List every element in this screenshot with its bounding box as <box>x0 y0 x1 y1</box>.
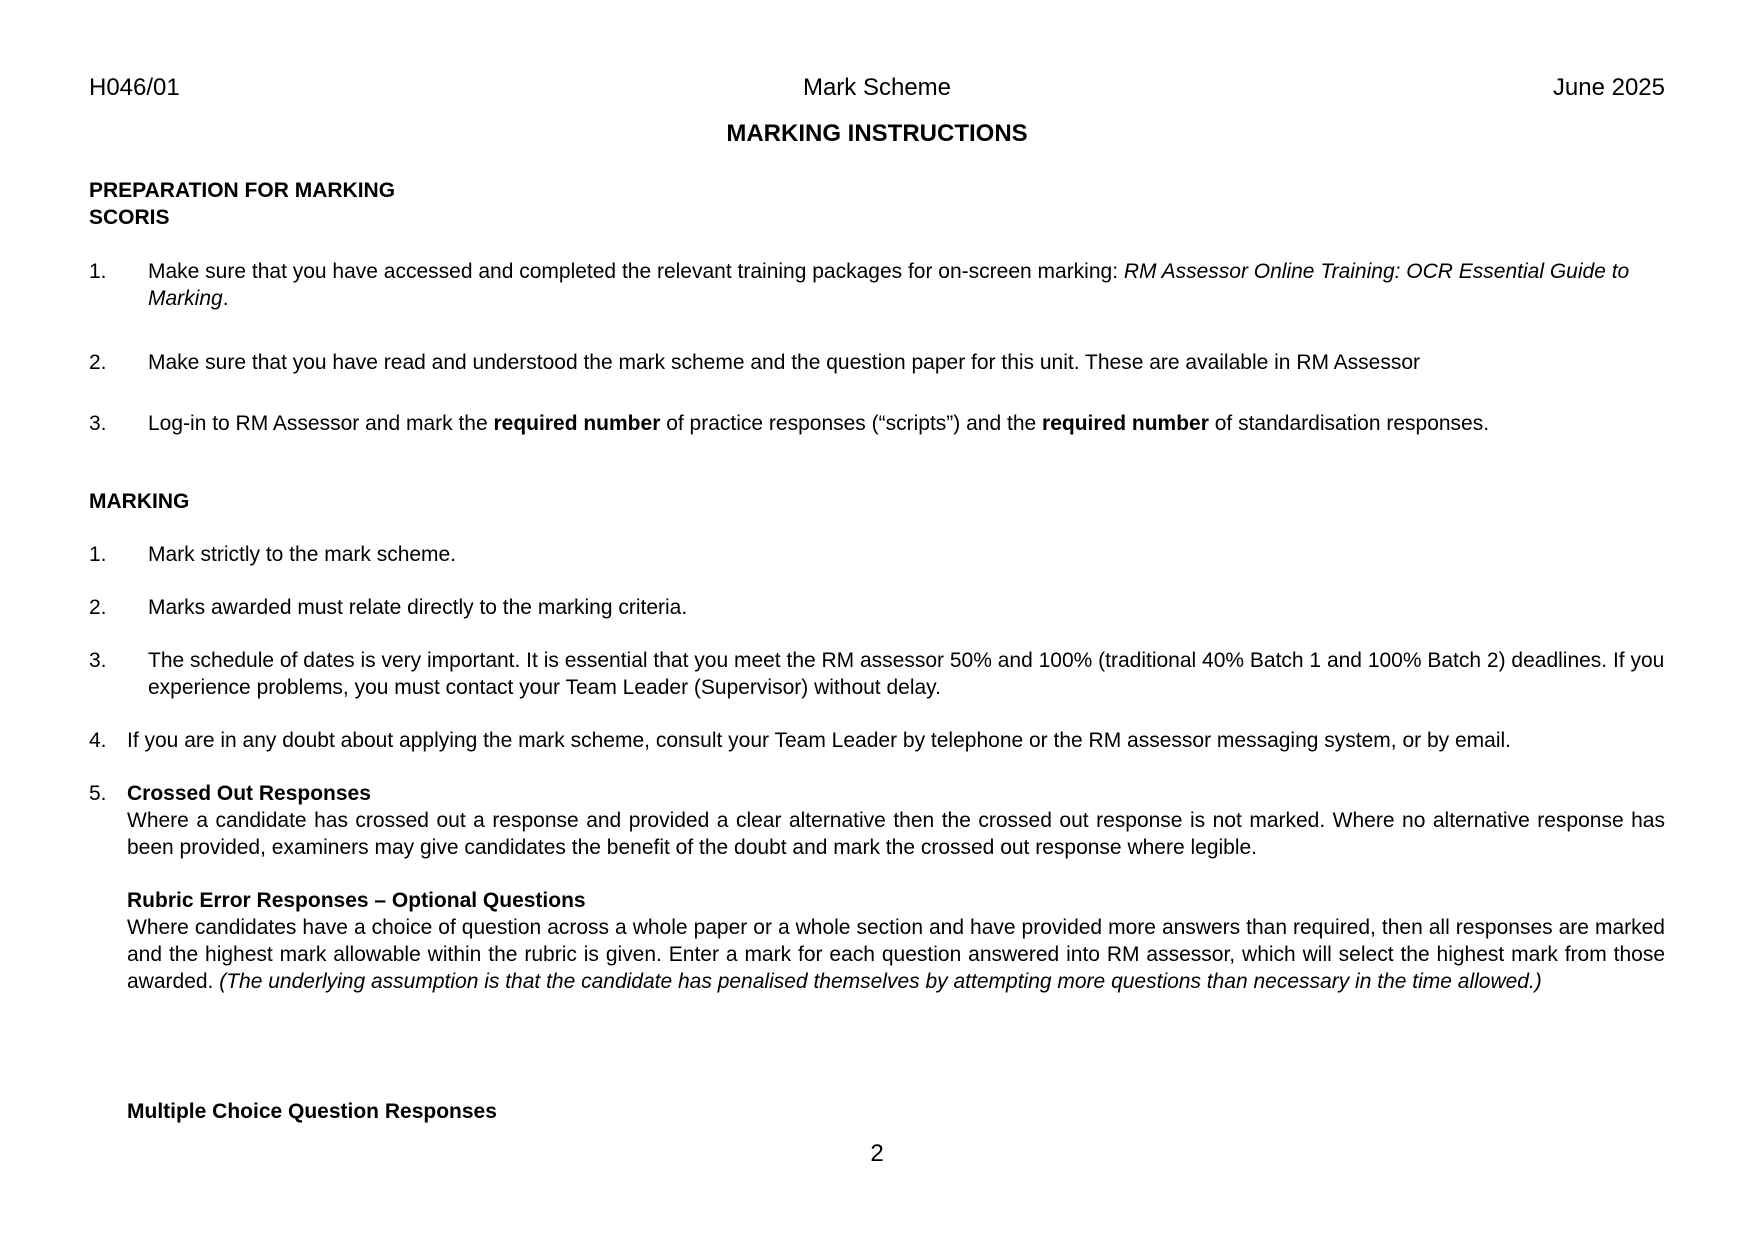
header-date: June 2025 <box>1552 74 1665 101</box>
prep-item-number: 2. <box>89 351 107 374</box>
rubric-text: Where candidates have a choice of question across a whole paper or a whole section and have provided more answers than required, then all responses are marked and the highest mark allowable within the rubric is given. Enter a mark for each question answered into RM assessor, which will select the highest mark from those awarded. (The underlying assumption is that the candidate has penalised themselves by attempting more questions than necessary in the time allowed.) <box>127 916 1665 993</box>
crossed-out-heading: Crossed Out Responses <box>127 782 371 805</box>
marking-item-number: 3. <box>89 649 107 672</box>
prep-item-text: Make sure that you have read and understood the mark scheme and the question paper for this unit. These are available in RM Assessor <box>148 351 1421 374</box>
marking-item-text: The schedule of dates is very important. It is essential that you meet the RM assessor 50% and 100% (traditional 40% Batch 1 and 100% Batch 2) deadlines. If you experience problems, you must contact your Team Leader (Supervisor) without delay. <box>148 649 1665 699</box>
crossed-out-text: Where a candidate has crossed out a response and provided a clear alternative then the crossed out response is not marked. Where no alternative response has been provided, examiners may give candidates the benefit of the doubt and mark the crossed out response where legible. <box>127 809 1665 859</box>
mcq-heading: Multiple Choice Question Responses <box>127 1100 497 1123</box>
prep-item-text: Log-in to RM Assessor and mark the required number of practice responses (“scripts”) and the required number of standardisation responses. <box>148 412 1490 435</box>
marking-item-number: 1. <box>89 543 107 566</box>
prep-item-number: 3. <box>89 412 107 435</box>
marking-item-number: 2. <box>89 596 107 619</box>
page-title: MARKING INSTRUCTIONS <box>726 120 1028 147</box>
scoris-heading: SCORIS <box>89 206 170 229</box>
prep-item-text: Make sure that you have accessed and completed the relevant training packages for on-screen marking: RM Assessor Online Training: OCR Essential Guide to Marking. <box>148 260 1630 310</box>
page-header <box>89 74 1665 104</box>
header-title: Mark Scheme <box>802 74 952 101</box>
rubric-heading: Rubric Error Responses – Optional Questions <box>127 889 586 912</box>
marking-item-number: 5. <box>89 782 107 805</box>
page-number: 2 <box>870 1140 884 1167</box>
marking-heading: MARKING <box>89 490 190 513</box>
marking-item-text: Marks awarded must relate directly to the marking criteria. <box>148 596 688 619</box>
paper-code: H046/01 <box>89 74 180 101</box>
marking-item-number: 4. <box>89 729 107 752</box>
marking-item-text: Mark strictly to the mark scheme. <box>148 543 457 566</box>
prep-item-number: 1. <box>89 260 107 283</box>
training-title: RM Assessor Online Training: OCR Essential Guide to Marking <box>148 260 1630 310</box>
marking-item-text: If you are in any doubt about applying the mark scheme, consult your Team Leader by telephone or the RM assessor messaging system, or by email. <box>127 729 1512 752</box>
preparation-heading: PREPARATION FOR MARKING <box>89 179 396 202</box>
